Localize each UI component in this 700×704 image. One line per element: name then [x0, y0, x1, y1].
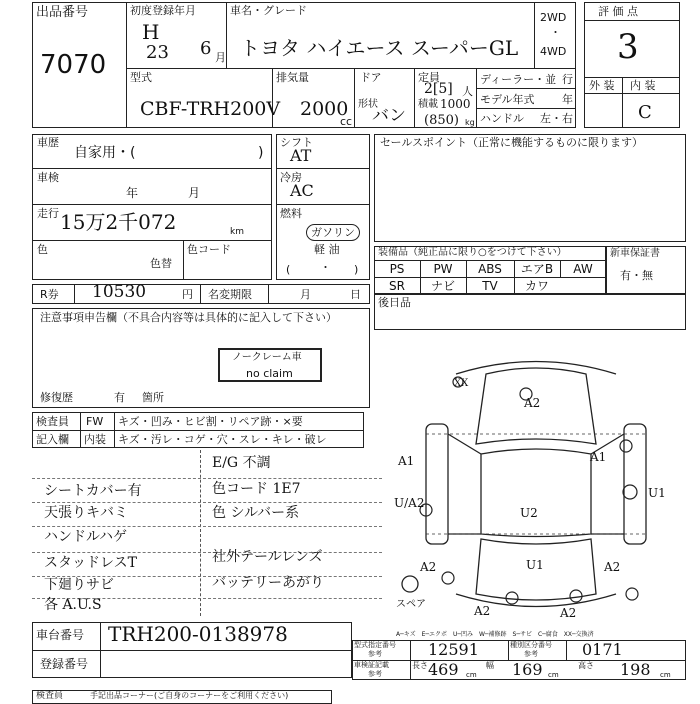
displacement-unit: cc	[340, 115, 353, 128]
aircon-value: AC	[290, 181, 314, 200]
drive-4wd: 4WD	[540, 45, 567, 58]
equip-sr: SR	[389, 279, 405, 293]
footer-label: 検査員	[36, 691, 64, 701]
shape-label: 形状	[358, 99, 378, 110]
remark-right-3: 色 シルバー系	[212, 505, 300, 521]
history-value: 自家用・(	[74, 145, 136, 161]
lot-number: 7070	[40, 50, 107, 80]
interior-label: 内 装	[630, 79, 656, 92]
handle-label: ハンドル	[480, 112, 524, 125]
damage-mark: A2	[420, 560, 437, 574]
type-number-ref: 参考	[368, 650, 382, 658]
modelyear-label: モデル年式	[480, 93, 535, 106]
spare-tire	[402, 576, 418, 592]
deadline-label: 名変期限	[208, 288, 252, 301]
warranty-label: 新車保証書	[610, 248, 660, 259]
score-label: 評 価 点	[598, 5, 638, 18]
damage-mark: A2	[604, 560, 621, 574]
capacity-label: 定員	[418, 71, 440, 84]
shift-value: AT	[290, 146, 312, 165]
car-name: トヨタ ハイエース スーパーGL	[240, 36, 519, 60]
deadline-month: 月	[300, 288, 311, 301]
class-number-label: 種別区分番号	[510, 641, 552, 649]
length-label: 長さ	[412, 661, 428, 670]
damage-mark: U/A2	[394, 496, 425, 510]
load-label: 積載	[418, 99, 438, 110]
lot-label: 出品番号	[36, 5, 89, 20]
fuel-paren-close: )	[354, 263, 359, 276]
repair-place-label: 箇所	[142, 391, 164, 404]
mileage-value: 15万2千072	[60, 210, 177, 234]
length-value: 469	[428, 660, 459, 679]
class-number-value: 0171	[582, 640, 623, 659]
equip-abs: ABS	[478, 262, 502, 276]
remark-left-4: スタッドレスT	[44, 555, 137, 571]
color-change: 色替	[150, 257, 172, 270]
equip-aw: AW	[573, 262, 593, 276]
sales-point-box	[374, 134, 686, 242]
load-value-2: (850)	[424, 113, 459, 128]
width-unit: cm	[548, 671, 559, 679]
no-claim-text-ja: ノークレーム車	[232, 352, 302, 363]
equip-tv: TV	[482, 279, 498, 293]
width-value: 169	[512, 660, 543, 679]
equip-airbag: エアB	[520, 262, 554, 276]
model-code: CBF-TRH200V	[140, 98, 281, 120]
inspection-month: 月	[188, 186, 201, 200]
hood-outline	[481, 449, 591, 537]
inspector-fw: FW	[86, 415, 104, 428]
equip-pw: PW	[433, 262, 453, 276]
model-label: 型式	[130, 71, 152, 84]
damage-legend: A─キズ E─エクボ U─凹み W─補修跡 S─サビ C─腐食 XX─交換済	[396, 631, 594, 638]
color-code-label: 色コード	[187, 243, 231, 256]
repair-history-value: 有	[114, 391, 125, 404]
load-unit: kg	[465, 118, 475, 127]
aircon-label: 冷房	[280, 171, 302, 184]
drive-2wd: 2WD	[540, 11, 567, 24]
equip-leather: カワ	[524, 279, 549, 293]
inspection-year: 年	[126, 186, 139, 200]
color-label: 色	[37, 243, 48, 256]
remark-left-6: 各 A.U.S	[44, 597, 102, 613]
recycle-label: R券	[40, 288, 59, 301]
damage-mark: XX	[454, 378, 469, 389]
damage-mark: U1	[648, 486, 666, 500]
capacity-value: 2[5]	[424, 81, 453, 97]
car-name-label: 車名・グレード	[230, 4, 307, 17]
remark-left-5: 下廻りサビ	[44, 577, 114, 593]
size-ref: 参考	[368, 670, 382, 678]
remark-right-2: 色コード 1E7	[212, 481, 301, 497]
later-items-box	[374, 294, 686, 330]
remark-left-2: 天張りキバミ	[44, 505, 128, 521]
reg-month: 6	[200, 38, 212, 59]
dealer-label: ディーラー・並	[480, 73, 557, 86]
damage-mark: A2	[560, 606, 577, 620]
size-label: 車検証記載	[354, 661, 389, 669]
repair-history-label: 修復歴	[40, 391, 73, 404]
history-close: )	[258, 145, 264, 161]
width-label: 幅	[486, 661, 494, 670]
fuel-diesel: 軽 油	[314, 243, 340, 256]
door-label: ドア	[360, 71, 382, 84]
recycle-yen: 円	[182, 288, 193, 301]
handle-value: 左・右	[540, 112, 573, 125]
equip-navi: ナビ	[430, 279, 455, 293]
remark-right-5: バッテリーあがり	[212, 575, 324, 591]
remark-right-1: E/G 不調	[212, 455, 271, 471]
remark-left-3: ハンドルハゲ	[44, 529, 128, 545]
length-unit: cm	[466, 671, 477, 679]
right-side-panel	[624, 424, 646, 544]
reg-year: 23	[146, 42, 169, 63]
mileage-unit: km	[230, 227, 244, 237]
inspector-label-2: 記入欄	[36, 433, 69, 446]
reg-month-unit: 月	[215, 51, 226, 64]
car-damage-diagram	[386, 334, 686, 624]
reg-era: H	[142, 20, 160, 44]
inspector-int-text: キズ・汚レ・コゲ・穴・スレ・キレ・破レ	[118, 433, 327, 446]
dealer-mark: 行	[562, 73, 573, 86]
height-label: 高さ	[578, 661, 594, 670]
remark-left-1: シートカバー有	[44, 483, 142, 499]
fuel-dot: ・	[320, 261, 331, 274]
left-side-panel	[426, 424, 448, 544]
deadline-day: 日	[350, 288, 361, 301]
exterior-label: 外 装	[589, 79, 615, 92]
load-value: 1000	[440, 97, 471, 111]
sales-point-label: セールスポイント（正常に機能するものに限ります）	[380, 136, 644, 149]
equip-ps: PS	[389, 262, 405, 276]
damage-mark: A2	[524, 396, 541, 410]
score-value: 3	[617, 27, 639, 67]
inspector-label: 検査員	[36, 415, 69, 428]
shape-value: バン	[372, 106, 406, 126]
height-value: 198	[620, 660, 651, 679]
notes-label: 注意事項申告欄（不具合内容等は具体的に記入して下さい）	[40, 311, 337, 324]
history-label: 車歴	[37, 136, 59, 149]
recycle-value: 10530	[92, 282, 147, 302]
inspector-int: 内装	[84, 433, 106, 446]
later-items-label: 後日品	[378, 296, 411, 309]
chassis-label: 車台番号	[36, 628, 85, 642]
damage-mark: U2	[520, 506, 538, 520]
footer-text: 手記出品コーナー(ご自身のコーナーをご利用ください)	[90, 691, 289, 700]
inspection-label: 車検	[37, 171, 59, 184]
drive-dot: ・	[550, 26, 561, 39]
inspector-fw-text: キズ・凹み・ヒビ割・リペア跡・×要	[118, 415, 303, 428]
damage-mark: A1	[590, 450, 607, 464]
remark-right-4: 社外テールレンズ	[212, 549, 323, 565]
modelyear-mark: 年	[562, 93, 573, 106]
recycle-box	[32, 284, 370, 304]
capacity-unit: 人	[462, 85, 473, 98]
height-unit: cm	[660, 671, 671, 679]
displacement-label: 排気量	[276, 71, 309, 84]
damage-mark: U1	[526, 558, 544, 572]
reg-date-label: 初度登録年月	[130, 4, 196, 17]
damage-mark: A2	[474, 604, 491, 618]
chassis-number: TRH200-0138978	[108, 622, 288, 646]
damage-mark: A1	[398, 454, 415, 468]
mileage-label: 走行	[37, 207, 59, 220]
shift-label: シフト	[280, 136, 313, 149]
no-claim-text-en: no claim	[246, 367, 293, 380]
type-number-label: 型式指定番号	[354, 641, 396, 649]
type-number-value: 12591	[428, 640, 479, 659]
fuel-paren-open: (	[286, 263, 291, 276]
displacement-value: 2000	[300, 98, 349, 120]
fuel-label: 燃料	[280, 207, 302, 220]
warranty-value: 有・無	[620, 269, 653, 282]
fuel-gasoline: ガソリン	[306, 224, 360, 241]
registration-label: 登録番号	[40, 657, 89, 671]
equipment-label: 装備品（純正品に限り○をつけて下さい）	[378, 247, 567, 258]
interior-grade: C	[638, 102, 652, 123]
spare-label: スペア	[396, 599, 426, 610]
class-number-ref: 参考	[524, 650, 538, 658]
